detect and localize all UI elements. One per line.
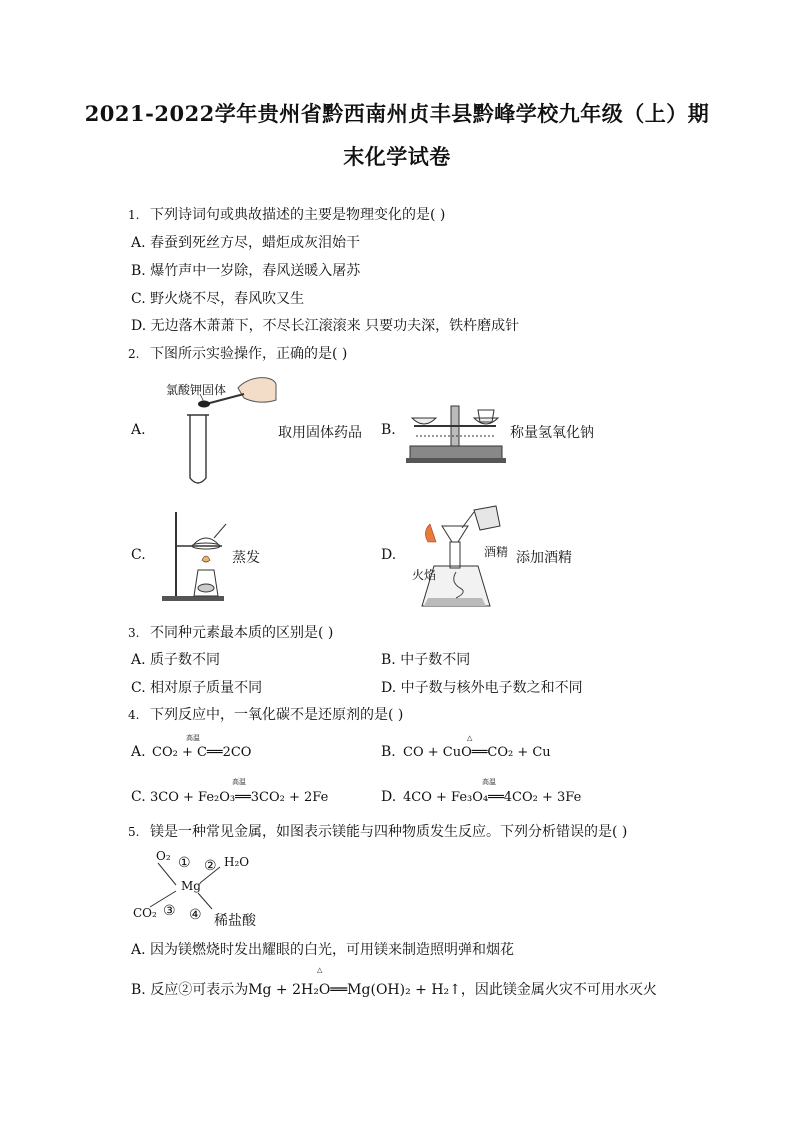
potassium-chlorate-label: 氯酸钾固体 xyxy=(166,383,227,397)
q4-option-d-equation: 4CO + Fe₃O₄══4CO₂ + 3Fe xyxy=(403,790,582,805)
question-3 xyxy=(128,622,333,642)
diagram-mg: Mg xyxy=(181,879,201,893)
q5-option-a: A. 因为镁燃烧时发出耀眼的白光，可用镁来制造照明弹和烟花 xyxy=(131,942,515,958)
q2-option-c-caption: 蒸发 xyxy=(232,550,260,566)
exam-title-line1: 2021-2022学年贵州省黔西南州贞丰县黔峰学校九年级（上）期 xyxy=(84,101,710,126)
flame-label: 火焰 xyxy=(412,568,437,582)
question-stem: 下列诗词句或典故描述的主要是物理变化的是( ) xyxy=(150,207,446,223)
q1-option-c: C. 野火烧不尽，春风吹又生 xyxy=(131,291,305,307)
q1-option-d: D. 无边落木萧萧下，不尽长江滚滚来 只要功夫深，铁杵磨成针 xyxy=(131,318,520,334)
q4-c-condition: 高温 xyxy=(232,778,246,786)
exam-title-line2: 末化学试卷 xyxy=(343,144,451,169)
q5-b-condition: △ xyxy=(317,966,323,974)
diagram-num-2: ② xyxy=(204,858,217,874)
q2-option-b-caption: 称量氢氧化钠 xyxy=(510,425,594,441)
q4-b-condition: △ xyxy=(467,734,473,742)
q3-option-b: B. 中子数不同 xyxy=(381,652,471,668)
question-stem: 不同种元素最本质的区别是( ) xyxy=(150,625,334,641)
q4-option-b-label: B. xyxy=(381,744,396,760)
q4-option-c-equation: 3CO + Fe₂O₃══3CO₂ + 2Fe xyxy=(150,790,329,805)
q2-option-d-label: D. xyxy=(381,547,397,563)
q1-option-b: B. 爆竹声中一岁除，春风送暖入屠苏 xyxy=(131,263,361,279)
diagram-hcl: 稀盐酸 xyxy=(214,913,256,929)
diagram-co2: CO₂ xyxy=(133,906,157,920)
q4-a-condition: 高温 xyxy=(186,734,200,742)
q4-option-b-equation: CO + CuO══CO₂ + Cu xyxy=(403,745,551,760)
diagram-num-4: ④ xyxy=(189,907,202,923)
q2-option-a-label: A. xyxy=(131,422,146,438)
question-number: 2. xyxy=(128,347,140,361)
q2-option-d-caption: 添加酒精 xyxy=(516,550,572,566)
q3-option-d: D. 中子数与核外电子数之和不同 xyxy=(381,680,583,696)
q4-option-d-label: D. xyxy=(381,789,397,805)
q2-option-a-caption: 取用固体药品 xyxy=(278,425,362,441)
question-4 xyxy=(128,704,403,724)
diagram-num-1: ① xyxy=(178,855,191,871)
q4-option-a-equation: CO₂ + C══2CO xyxy=(152,745,252,760)
q2-option-c-label: C. xyxy=(131,547,146,563)
question-2 xyxy=(128,343,347,363)
q3-option-c: C. 相对原子质量不同 xyxy=(131,680,263,696)
question-stem: 下列反应中，一氧化碳不是还原剂的是( ) xyxy=(150,707,404,723)
q4-d-condition: 高温 xyxy=(482,778,496,786)
question-stem: 下图所示实验操作，正确的是( ) xyxy=(150,346,348,362)
q1-option-a: A. 春蚕到死丝方尽，蜡炬成灰泪始干 xyxy=(131,235,361,251)
alcohol-label: 酒精 xyxy=(484,545,509,559)
question-number: 3. xyxy=(128,626,140,640)
q5-option-b: B. 反应②可表示为Mg + 2H₂O══Mg(OH)₂ + H₂↑，因此镁金属火灾不可用水灭火 xyxy=(131,982,657,998)
q3-option-a: A. 质子数不同 xyxy=(131,652,221,668)
question-1 xyxy=(128,204,445,224)
q4-option-c-label: C. xyxy=(131,789,146,805)
diagram-o2: O₂ xyxy=(156,849,171,863)
balance-illustration xyxy=(404,396,504,466)
take-solid-illustration xyxy=(160,370,280,490)
diagram-num-3: ③ xyxy=(163,903,176,919)
question-5 xyxy=(128,821,627,841)
q2-option-b-label: B. xyxy=(381,422,396,438)
evaporation-illustration xyxy=(158,508,238,603)
q4-option-a-label: A. xyxy=(131,744,146,760)
question-number: 5. xyxy=(128,825,140,839)
question-stem: 镁是一种常见金属，如图表示镁能与四种物质发生反应。下列分析错误的是( ) xyxy=(150,824,628,840)
diagram-h2o: H₂O xyxy=(224,855,250,869)
question-number: 1. xyxy=(128,208,140,222)
question-number: 4. xyxy=(128,708,140,722)
